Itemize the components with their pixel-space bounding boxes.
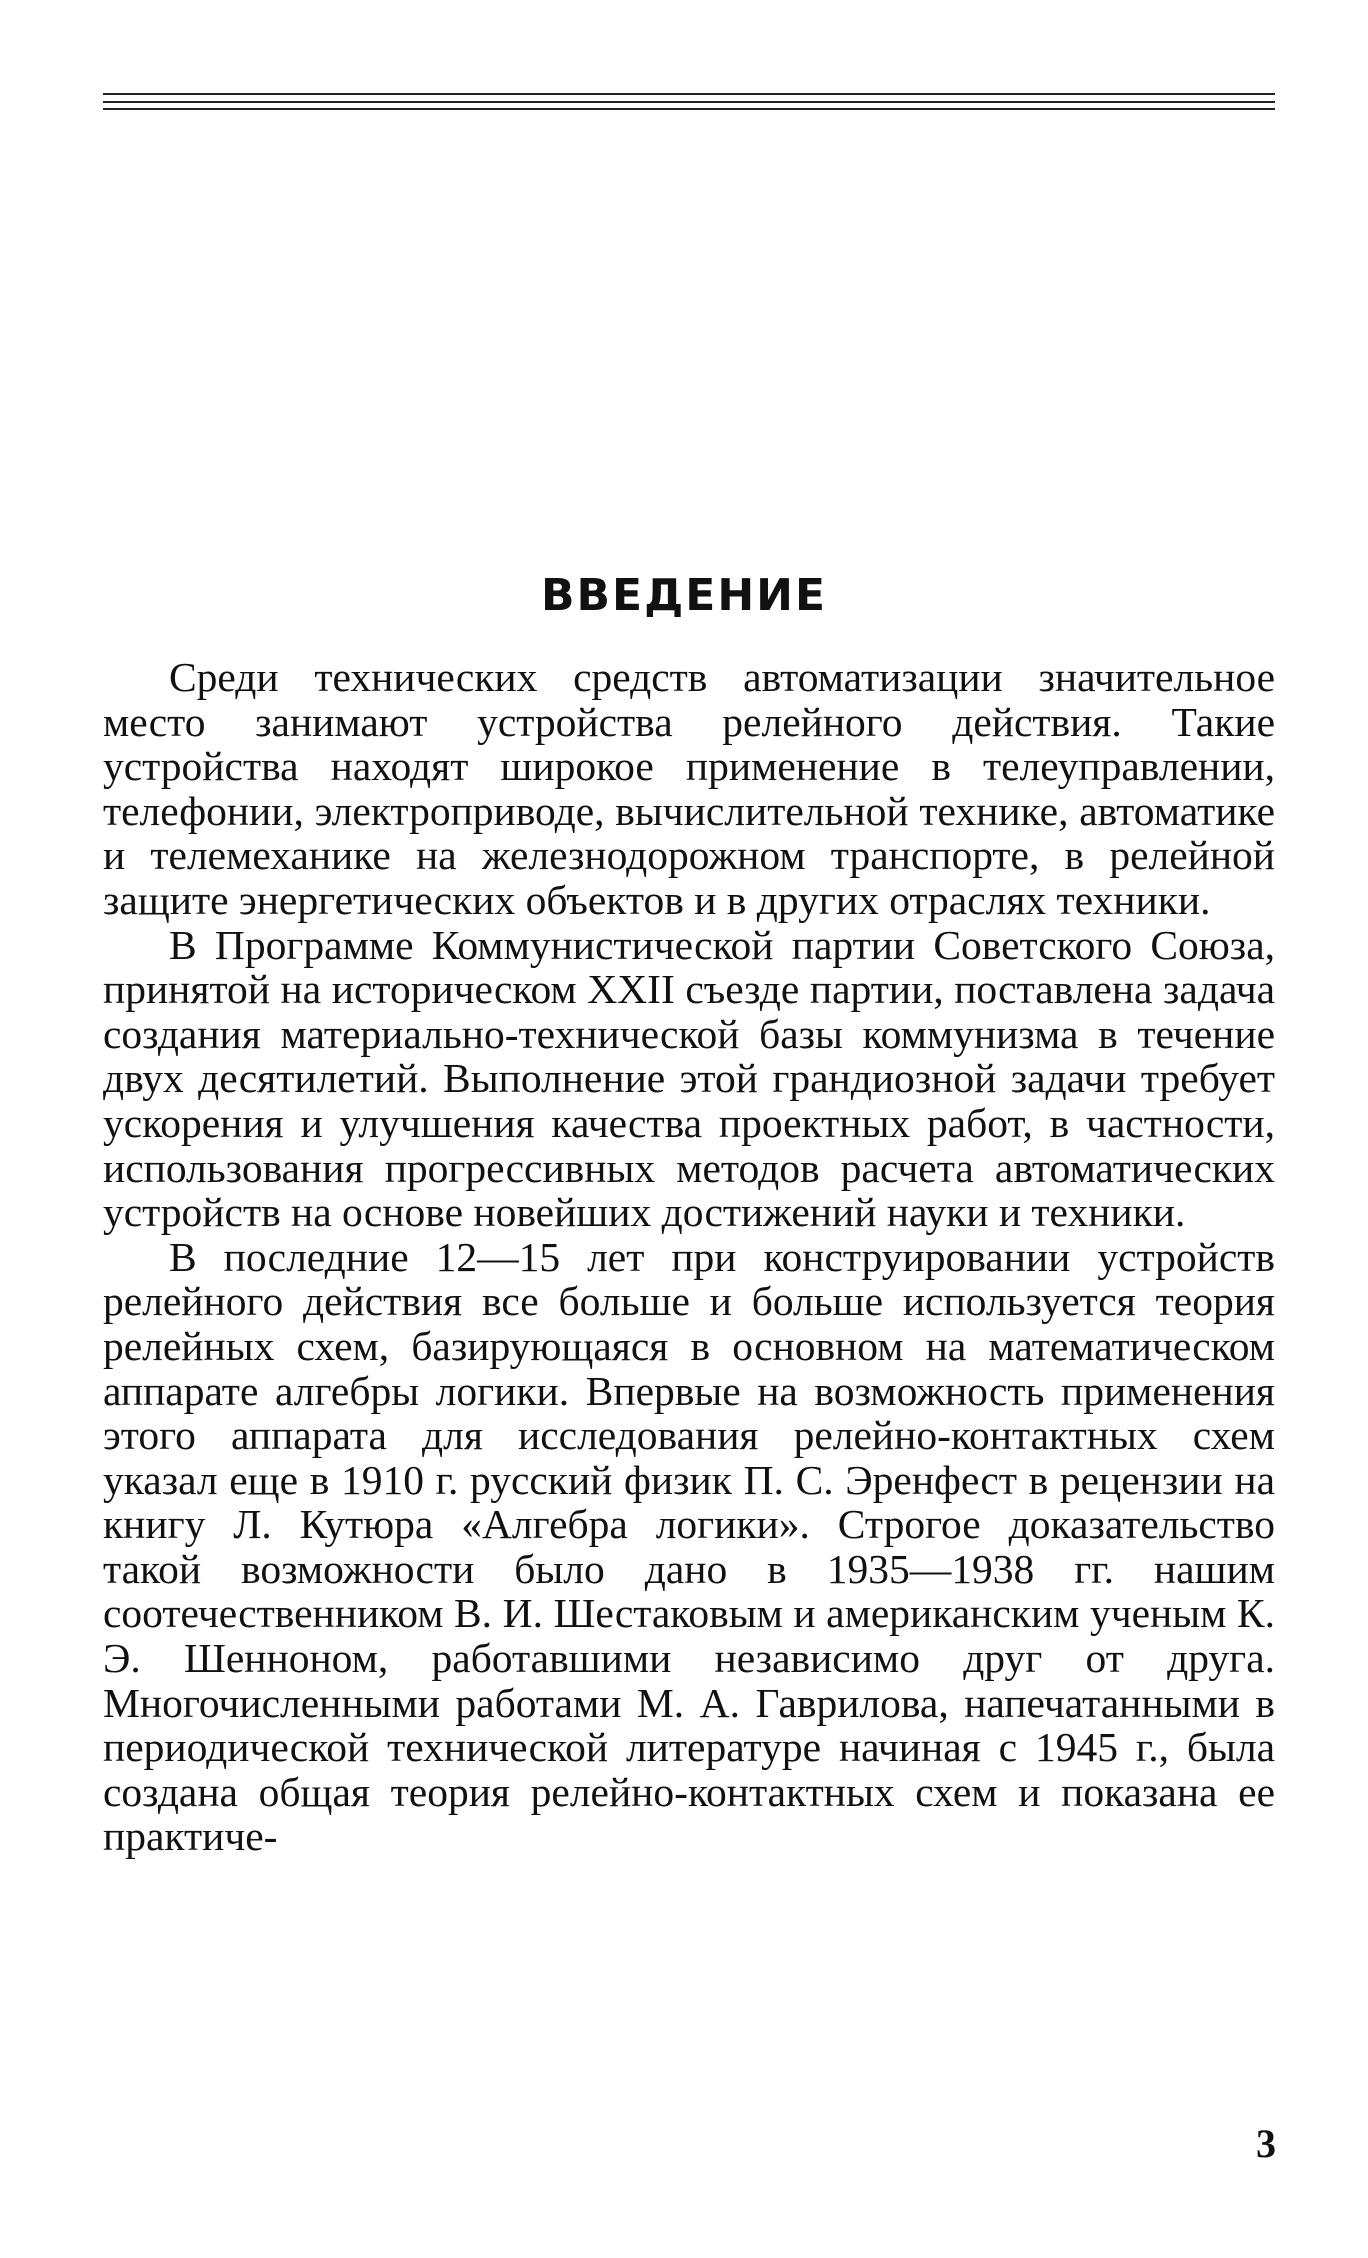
body-text	[103, 655, 1275, 1859]
page-number: 3	[1256, 2121, 1276, 2166]
section-title: ВВЕДЕНИЕ	[540, 570, 828, 621]
paragraph-2: В Программе Коммунистической партии Советского Союза, принятой на историческом XXII съезде партии, поставлена задача создания материально-технической базы коммунизма в течение двух десятилетий. Выполнение этой грандиозной задачи требует ускорения и улучшения качества проектных работ, в частности, использования прогрессивных методов расчета автоматических устройств на основе новейших достижений науки и техники.	[103, 921, 1275, 1236]
paragraph-1: Среди технических средств автоматизации значительное место занимают устройства релейного действия. Такие устройства находят широкое применение в телеуправлении, телефонии, электроприводе, вычислительной технике, автоматике и телемеханике на железнодорожном транспорте, в релейной защите энергетических объектов и в других отраслях техники.	[103, 654, 1275, 923]
header-rule-bottom	[103, 108, 1275, 110]
header-rule-top	[103, 93, 1275, 95]
header-rule-middle	[103, 101, 1275, 103]
paragraph-3: В последние 12—15 лет при конструировании устройств релейного действия все больше и больше используется теория релейных схем, базирующаяся в основном на математическом аппарате алгебры логики. Впервые на возможность применения этого аппарата для исследования релейно-контактных схем указал еще в 1910 г. русский физик П. С. Эренфест в рецензии на книгу Л. Кутюра «Алгебра логики». Строгое доказательство такой возможности было дано в 1935—1938 гг. нашим соотечественником В. И. Шестаковым и американским ученым К. Э. Шенноном, работавшими независимо друг от друга. Многочисленными работами М. А. Гаврилова, напечатанными в периодической технической литературе начиная с 1945 г., была создана общая теория релейно-контактных схем и показана ее практиче-	[103, 1233, 1275, 1860]
